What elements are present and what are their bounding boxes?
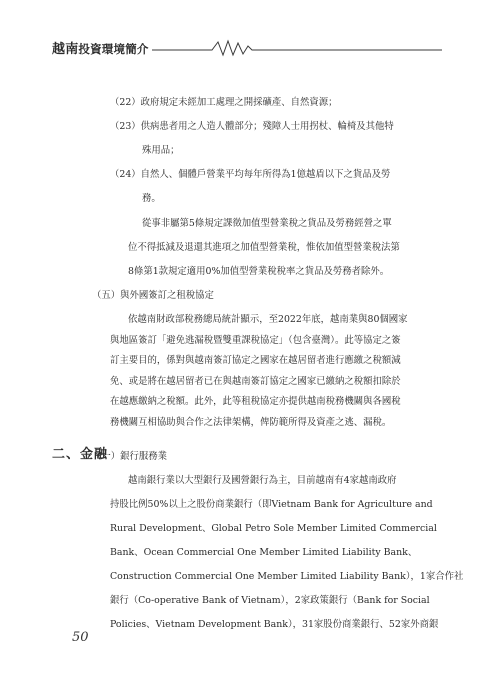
- text-line: 殊用品；: [142, 145, 180, 156]
- text-line: 務機關互相協助與合作之法律架構，俾防範所得及資產之逃、漏稅。: [110, 416, 392, 428]
- text-line: 越南銀行業以大型銀行及國營銀行為主，目前越南有4家越南政府: [128, 475, 397, 486]
- text-line: 從事非屬第5條規定課徵加值型營業稅之貨品及勞務經營之單: [142, 218, 392, 229]
- text-line: 8條第1款規定適用0%加值型營業稅稅率之貨品及勞務者除外。: [128, 266, 390, 277]
- text-line: 依越南財政部稅務總局統計顯示，至2022年底，越南業與80個國家: [128, 314, 408, 325]
- page-number: 50: [72, 630, 89, 645]
- text-line: 銀行（Co-operative Bank of Vietnam），2家政策銀行（Bank for Social: [110, 595, 430, 606]
- header-title-country: 越南: [52, 42, 79, 57]
- text-line: 在越應繳納之稅額。此外，此等租稅協定亦提供越南稅務機關與各國稅: [110, 396, 401, 407]
- text-line: （24）自然人、個體戶營業平均每年所得為1億越盾以下之貨品及勞: [110, 169, 391, 180]
- text-line: 務。: [142, 193, 161, 204]
- text-line: 免、或是將在越居留者已在與越南簽訂協定之國家已繳納之稅額扣除於: [110, 375, 401, 387]
- text-line: Policies、Vietnam Development Bank），31家股份商業銀行、52家外商銀: [110, 619, 439, 630]
- text-line: 與地區簽訂「避免逃漏稅暨雙重課稅協定」（包含臺灣）。此等協定之簽: [110, 334, 401, 346]
- text-line: Rural Development、Global Petro Sole Member Limited Commercial: [110, 523, 437, 534]
- header-title-rest: 投資環境簡介: [78, 42, 149, 56]
- text-line: （23）供病患者用之人造人體部分；殘障人士用拐杖、輪椅及其他特: [110, 121, 394, 132]
- subsection-heading: （一）銀行服務業: [92, 451, 168, 462]
- text-line: 位不得抵減及退還其進項之加值型營業稅，惟依加值型營業稅法第: [128, 242, 400, 253]
- text-line: 持股比例50%以上之股份商業銀行（即Vietnam Bank for Agriculture and: [110, 499, 433, 510]
- section-title: 二、金融: [52, 447, 109, 462]
- subsection-heading: （五）與外國簽訂之租稅協定: [92, 290, 214, 301]
- text-line: 訂主要目的，係對與越南簽訂協定之國家在越居留者進行應繳之稅額減: [110, 355, 401, 366]
- header-title: [52, 38, 149, 57]
- running-header: [52, 38, 442, 58]
- text-line: Construction Commercial One Member Limited Liability Bank），1家合作社: [110, 571, 464, 582]
- text-line: Bank、Ocean Commercial One Member Limited Liability Bank、: [110, 547, 418, 558]
- text-line: （22）政府規定未經加工處理之開採礦產、自然資源；: [110, 97, 338, 108]
